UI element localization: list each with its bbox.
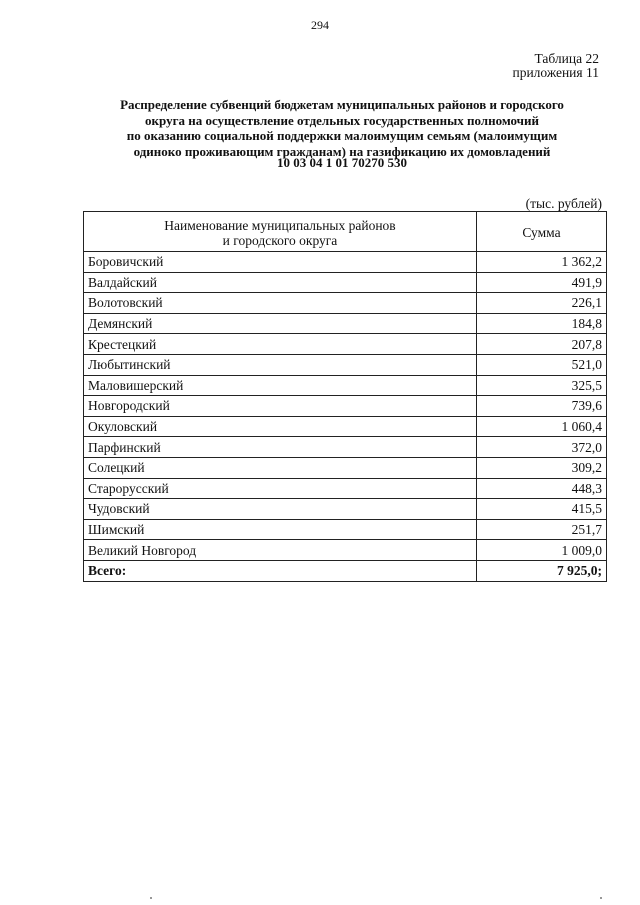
page-number: 294 [311, 18, 329, 32]
table-row [84, 293, 607, 314]
district-name: Новгородский [84, 396, 477, 417]
district-amount: 1 009,0 [477, 540, 607, 561]
table-row [84, 437, 607, 458]
district-name: Валдайский [84, 272, 477, 293]
table-row [84, 396, 607, 417]
units-label: (тыс. рублей) [525, 196, 602, 211]
district-amount: 739,6 [477, 396, 607, 417]
column-header-name-line-1: Наименование муниципальных районов [164, 217, 396, 233]
district-amount: 448,3 [477, 478, 607, 499]
budget-classification-code: 10 03 04 1 01 70270 530 [277, 155, 407, 170]
district-name: Демянский [84, 313, 477, 334]
table-row [84, 519, 607, 540]
table-row [84, 272, 607, 293]
table-row [84, 478, 607, 499]
title-line-2: округа на осуществление отдельных государственных полномочий [145, 112, 539, 128]
table-row [84, 457, 607, 478]
district-amount: 226,1 [477, 293, 607, 314]
scan-speck [600, 897, 602, 899]
total-label: Всего: [84, 560, 477, 581]
district-name: Маловишерский [84, 375, 477, 396]
table-row [84, 375, 607, 396]
table-reference-line-2: приложения 11 [512, 65, 599, 80]
district-name: Боровичский [84, 252, 477, 273]
table-reference-line-1: Таблица 22 [534, 51, 599, 66]
district-name: Шимский [84, 519, 477, 540]
table-row [84, 252, 607, 273]
table-row [84, 540, 607, 561]
subvention-table [83, 211, 607, 582]
district-amount: 491,9 [477, 272, 607, 293]
table-row [84, 334, 607, 355]
column-header-amount: Сумма [477, 212, 607, 252]
title-line-1: Распределение субвенций бюджетам муниципальных районов и городского [120, 97, 564, 112]
column-header-name [84, 212, 477, 252]
district-amount: 309,2 [477, 457, 607, 478]
district-name: Парфинский [84, 437, 477, 458]
district-amount: 251,7 [477, 519, 607, 540]
district-amount: 1 362,2 [477, 252, 607, 273]
district-name: Волотовский [84, 293, 477, 314]
total-amount: 7 925,0; [477, 560, 607, 581]
district-amount: 372,0 [477, 437, 607, 458]
district-name: Окуловский [84, 416, 477, 437]
table-row [84, 499, 607, 520]
district-amount: 207,8 [477, 334, 607, 355]
district-name: Крестецкий [84, 334, 477, 355]
scan-speck [150, 897, 152, 899]
district-name: Старорусский [84, 478, 477, 499]
district-name: Любытинский [84, 354, 477, 375]
table-row [84, 354, 607, 375]
title-line-3: по оказанию социальной поддержки малоимущим семьям (малоимущим [126, 128, 558, 143]
column-header-name-line-2: и городского округа [222, 232, 338, 248]
district-amount: 325,5 [477, 375, 607, 396]
table-row [84, 416, 607, 437]
table-total-row [84, 560, 607, 581]
table-header-row [84, 212, 607, 252]
document-title [72, 97, 612, 171]
title-line-4: одиноко проживающим гражданам) на газификацию их домовладений [133, 143, 551, 159]
table-reference [512, 52, 599, 80]
district-name: Солецкий [84, 457, 477, 478]
district-amount: 415,5 [477, 499, 607, 520]
district-amount: 521,0 [477, 354, 607, 375]
district-name: Великий Новгород [84, 540, 477, 561]
district-amount: 1 060,4 [477, 416, 607, 437]
district-amount: 184,8 [477, 313, 607, 334]
district-name: Чудовский [84, 499, 477, 520]
table-row [84, 313, 607, 334]
